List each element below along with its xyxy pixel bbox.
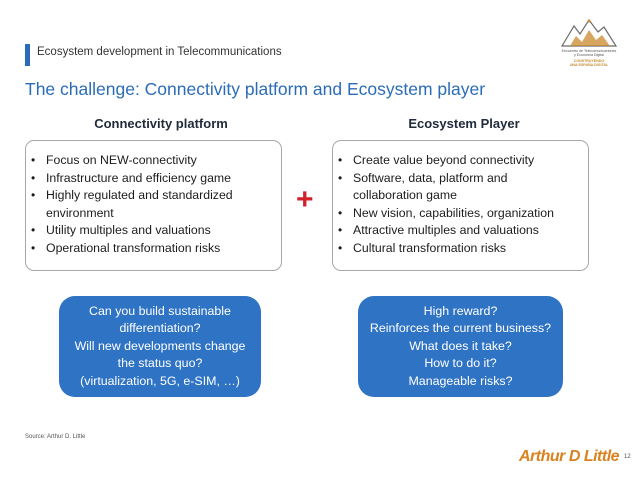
bubble-line: Manageable risks?	[408, 373, 513, 388]
bullet-item: • Attractive multiples and valuations	[333, 222, 588, 240]
bubble-line: Will new developments change	[74, 338, 246, 353]
plus-symbol: +	[296, 183, 314, 216]
bullet-dot-icon: •	[31, 240, 36, 255]
bullet-dot-icon: •	[31, 153, 36, 167]
event-logo	[556, 18, 622, 76]
bullet-item: • Highly regulated and standardized	[26, 187, 281, 205]
bullet-dot-icon: •	[31, 223, 36, 237]
bullet-item: • Utility multiples and valuations	[26, 222, 281, 240]
bubble-line: the status quo?	[117, 356, 203, 371]
logo-line-1: Encuentro de Telecomunicaciones	[561, 49, 617, 53]
bullet-item: • Focus on NEW-connectivity	[26, 152, 281, 170]
bullet-item: • Software, data, platform and	[333, 170, 588, 188]
bullet-dot-icon: •	[338, 240, 343, 255]
connectivity-platform-panel	[25, 140, 282, 271]
bullet-dot-icon: •	[338, 205, 343, 220]
bullet-dot-icon: •	[31, 170, 36, 185]
bullet-dot-icon: •	[338, 223, 343, 237]
bubble-line: What does it take?	[409, 338, 512, 353]
mountain-logo-icon	[556, 18, 622, 48]
bubble-line: How to do it?	[424, 356, 497, 371]
arthur-d-little-logo: Arthur D Little	[519, 448, 620, 465]
bubble-line: (virtualization, 5G, e-SIM, …)	[80, 373, 240, 388]
section-accent-bar	[25, 44, 30, 66]
ecosystem-player-heading: Ecosystem Player	[408, 116, 520, 131]
page-number: 12	[624, 454, 631, 460]
bullet-dot-icon: •	[338, 153, 343, 167]
ecosystem-questions-bubble	[358, 296, 563, 397]
source-note: Source: Arthur D. Little	[25, 434, 86, 440]
logo-line-4: UNA ESPAÑA DIGITAL	[569, 63, 609, 67]
bullet-continuation: collaboration game	[353, 188, 457, 202]
connectivity-questions-bubble	[59, 296, 261, 397]
bullet-item: • Create value beyond connectivity	[333, 152, 588, 170]
bubble-line: High reward?	[423, 303, 498, 318]
bubble-line: Can you build sustainable	[89, 303, 231, 318]
bullet-continuation: environment	[46, 205, 114, 220]
bullet-dot-icon: •	[338, 170, 343, 185]
section-title: Ecosystem development in Telecommunications	[37, 46, 282, 58]
bullet-item: • Infrastructure and efficiency game	[26, 170, 281, 188]
logo-line-2: y Economía Digital	[574, 53, 604, 57]
logo-line-3: CONSTRUYENDO	[573, 59, 605, 63]
bullet-item: • New vision, capabilities, organization	[333, 205, 588, 223]
bullet-item: • Operational transformation risks	[26, 240, 281, 258]
bullet-item: • Cultural transformation risks	[333, 240, 588, 258]
bullet-dot-icon: •	[31, 188, 36, 202]
page-title: The challenge: Connectivity platform and Ecosystem player	[25, 79, 486, 99]
connectivity-platform-heading: Connectivity platform	[94, 116, 228, 131]
bubble-line: differentiation?	[119, 321, 201, 336]
ecosystem-player-panel	[332, 140, 589, 271]
bubble-line: Reinforces the current business?	[369, 321, 552, 336]
